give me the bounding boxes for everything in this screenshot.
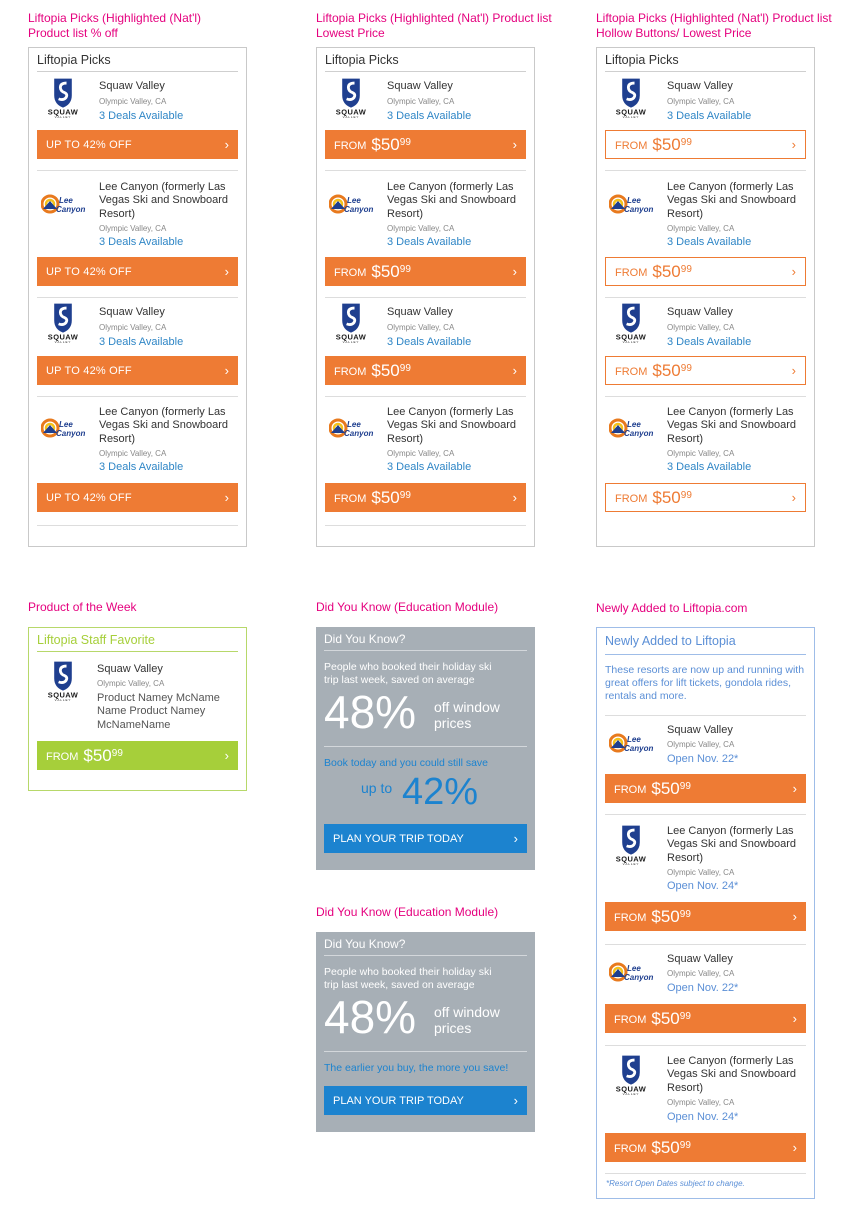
chevron-right-icon: › (792, 909, 797, 924)
price-button[interactable] (605, 1004, 806, 1033)
from-label: FROM (614, 1014, 647, 1026)
open-date: Open Nov. 24* (667, 880, 739, 892)
price-value: $50 (652, 488, 681, 507)
deals-link[interactable]: 3 Deals Available (667, 236, 752, 248)
list-item (325, 172, 526, 300)
from-label: FROM (334, 267, 367, 279)
price-value: $50 (371, 262, 400, 281)
chevron-right-icon: › (224, 363, 229, 378)
resort-name[interactable]: Squaw Valley (99, 306, 165, 318)
resort-location: Olympic Valley, CA (99, 97, 167, 106)
resort-name[interactable]: Squaw Valley (99, 80, 165, 92)
from-label: FROM (334, 493, 367, 505)
divider (324, 746, 527, 747)
discount-button[interactable] (37, 257, 238, 286)
squaw-valley-logo-icon (609, 75, 653, 121)
panel-title: Liftopia Picks (37, 48, 238, 72)
resort-name[interactable]: Lee Canyon (formerly Las Vegas Ski and Snowboard Resort) (387, 181, 517, 220)
chevron-right-icon: › (513, 1093, 518, 1108)
deals-link[interactable]: 3 Deals Available (387, 336, 472, 348)
lee-canyon-logo-icon (329, 416, 379, 440)
price-value: $50 (652, 361, 681, 380)
potw-heading: Product of the Week (28, 600, 137, 614)
discount-button[interactable] (37, 483, 238, 512)
list-item (605, 172, 806, 300)
panel-title: Liftopia Picks (605, 48, 806, 72)
price-button[interactable] (325, 257, 526, 286)
product-of-the-week-panel (28, 627, 247, 791)
lee-canyon-logo-icon (609, 731, 659, 755)
open-date: Open Nov. 24* (667, 1111, 739, 1123)
price-cents: 99 (679, 909, 691, 920)
chevron-right-icon: › (792, 1140, 797, 1155)
price-cents: 99 (399, 264, 411, 275)
price-value: $50 (651, 779, 680, 798)
lee-canyon-logo-icon (41, 416, 91, 440)
chevron-right-icon: › (513, 831, 518, 846)
divider (324, 1051, 527, 1052)
module-title: Did You Know? (324, 932, 527, 956)
lee-canyon-logo-icon (41, 192, 91, 216)
price-button[interactable] (605, 774, 806, 803)
resort-name[interactable]: Squaw Valley (387, 80, 453, 92)
from-label: FROM (615, 366, 648, 378)
button-label: PLAN YOUR TRIP TODAY (333, 832, 464, 845)
big-stat-label: off window prices (434, 1004, 500, 1036)
deals-link[interactable]: 3 Deals Available (99, 236, 184, 248)
squaw-valley-logo-icon (329, 75, 373, 121)
resort-location: Olympic Valley, CA (97, 679, 165, 688)
deals-link[interactable]: 3 Deals Available (99, 461, 184, 473)
price-cents: 99 (680, 264, 692, 275)
open-date: Open Nov. 22* (667, 982, 739, 994)
button-label: UP TO 42% OFF (46, 265, 132, 278)
panel-title: Liftopia Picks (325, 48, 526, 72)
from-label: FROM (615, 493, 648, 505)
lee-canyon-logo-icon (609, 416, 659, 440)
price-cents: 99 (680, 137, 692, 148)
dyk2-heading: Did You Know (Education Module) (316, 905, 499, 919)
liftopia-picks-hollow-panel (596, 47, 815, 547)
liftopia-picks-percent-panel (28, 47, 247, 547)
newly-heading: Newly Added to Liftopia.com (596, 601, 748, 615)
deals-link[interactable]: 3 Deals Available (99, 336, 184, 348)
button-label: PLAN YOUR TRIP TODAY (333, 1094, 464, 1107)
tagline: The earlier you buy, the more you save! (324, 1062, 509, 1074)
price-button[interactable] (605, 257, 806, 286)
deals-link[interactable]: 3 Deals Available (667, 336, 752, 348)
did-you-know-module (316, 627, 535, 870)
chevron-right-icon: › (224, 490, 229, 505)
resort-location: Olympic Valley, CA (387, 449, 455, 458)
chevron-right-icon: › (512, 490, 517, 505)
plan-trip-button[interactable] (324, 1086, 527, 1115)
list-item (37, 172, 238, 300)
from-label: FROM (615, 267, 648, 279)
intro-text: These resorts are now up and running with great offers for lift tickets, gondola rides, rentals and more. (605, 664, 805, 702)
discount-button[interactable] (37, 356, 238, 385)
resort-name[interactable]: Squaw Valley (667, 953, 733, 965)
resort-location: Olympic Valley, CA (99, 449, 167, 458)
open-date: Open Nov. 22* (667, 753, 739, 765)
price-value: $50 (83, 746, 112, 765)
squaw-valley-logo-icon (41, 658, 85, 704)
plan-trip-button[interactable] (324, 824, 527, 853)
price-cents: 99 (399, 490, 411, 501)
panel-title: Liftopia Staff Favorite (37, 628, 238, 652)
price-button[interactable] (605, 902, 806, 931)
chevron-right-icon: › (791, 363, 796, 378)
resort-name[interactable]: Lee Canyon (formerly Las Vegas Ski and Snowboard Resort) (99, 406, 229, 445)
resort-name[interactable]: Squaw Valley (387, 306, 453, 318)
footnote: *Resort Open Dates subject to change. (606, 1179, 745, 1188)
big-stat-label: off window prices (434, 699, 500, 731)
resort-name[interactable]: Lee Canyon (formerly Las Vegas Ski and Snowboard Resort) (667, 181, 797, 220)
price-button[interactable] (37, 741, 238, 770)
price-button[interactable] (325, 130, 526, 159)
price-value: $50 (371, 361, 400, 380)
dyk1-heading: Did You Know (Education Module) (316, 600, 499, 614)
price-cents: 99 (679, 781, 691, 792)
resort-name[interactable]: Squaw Valley (667, 724, 733, 736)
col3-heading: Liftopia Picks (Highlighted (Nat'l) Product list Hollow Buttons/ Lowest Price (596, 11, 832, 40)
list-item (605, 298, 806, 398)
resort-location: Olympic Valley, CA (667, 740, 735, 749)
resort-location: Olympic Valley, CA (99, 224, 167, 233)
price-cents: 99 (679, 1011, 691, 1022)
resort-name[interactable]: Lee Canyon (formerly Las Vegas Ski and Snowboard Resort) (667, 406, 797, 445)
resort-location: Olympic Valley, CA (99, 323, 167, 332)
list-item (605, 945, 806, 1045)
liftopia-picks-price-panel (316, 47, 535, 547)
resort-name[interactable]: Squaw Valley (97, 663, 163, 675)
price-value: $50 (371, 488, 400, 507)
divider (325, 170, 526, 171)
resort-name[interactable]: Squaw Valley (667, 306, 733, 318)
price-button[interactable] (605, 1133, 806, 1162)
list-item (605, 1046, 806, 1176)
deals-link[interactable]: 3 Deals Available (99, 110, 184, 122)
list-item (605, 716, 806, 816)
from-label: FROM (334, 140, 367, 152)
big-stat: 48% (324, 686, 417, 738)
discount-button[interactable] (37, 130, 238, 159)
divider (37, 396, 238, 397)
deals-link[interactable]: 3 Deals Available (387, 461, 472, 473)
squaw-valley-logo-icon (329, 300, 373, 346)
price-button[interactable] (605, 130, 806, 159)
intro-text: People who booked their holiday ski trip last week, saved on average (324, 661, 492, 686)
resort-name[interactable]: Lee Canyon (formerly Las Vegas Ski and Snowboard Resort) (667, 1055, 797, 1094)
resort-name[interactable]: Squaw Valley (667, 80, 733, 92)
resort-location: Olympic Valley, CA (667, 868, 735, 877)
divider (325, 396, 526, 397)
price-button[interactable] (605, 356, 806, 385)
chevron-right-icon: › (512, 137, 517, 152)
price-value: $50 (651, 1138, 680, 1157)
list-item (325, 298, 526, 398)
from-label: FROM (614, 912, 647, 924)
lee-canyon-logo-icon (329, 192, 379, 216)
resort-location: Olympic Valley, CA (667, 449, 735, 458)
squaw-valley-logo-icon (609, 300, 653, 346)
price-button[interactable] (325, 356, 526, 385)
chevron-right-icon: › (512, 264, 517, 279)
chevron-right-icon: › (224, 137, 229, 152)
divider (37, 170, 238, 171)
newly-added-panel (596, 627, 815, 1199)
deals-link[interactable]: 3 Deals Available (387, 110, 472, 122)
col2-heading: Liftopia Picks (Highlighted (Nat'l) Product list Lowest Price (316, 11, 552, 40)
resort-location: Olympic Valley, CA (667, 323, 735, 332)
resort-name[interactable]: Lee Canyon (formerly Las Vegas Ski and Snowboard Resort) (387, 406, 517, 445)
big-stat-2: 42% (402, 771, 479, 813)
intro-text: People who booked their holiday ski trip last week, saved on average (324, 966, 492, 991)
resort-location: Olympic Valley, CA (667, 1098, 735, 1107)
lee-canyon-logo-icon (609, 960, 659, 984)
deals-link[interactable]: 3 Deals Available (667, 461, 752, 473)
chevron-right-icon: › (224, 748, 229, 763)
price-value: $50 (371, 135, 400, 154)
lee-canyon-logo-icon (609, 192, 659, 216)
resort-name[interactable]: Lee Canyon (formerly Las Vegas Ski and Snowboard Resort) (99, 181, 229, 220)
divider (605, 1173, 806, 1174)
from-label: FROM (615, 140, 648, 152)
product-description: Product Namey McName Name Product Namey McNameName (97, 692, 220, 731)
from-label: FROM (46, 751, 79, 763)
panel-title: Newly Added to Liftopia (605, 628, 806, 655)
divider (605, 814, 806, 815)
up-to-label: up to (361, 780, 393, 796)
from-label: FROM (614, 1143, 647, 1155)
divider (37, 525, 238, 526)
resort-location: Olympic Valley, CA (387, 224, 455, 233)
deals-link[interactable]: 3 Deals Available (387, 236, 472, 248)
squaw-valley-logo-icon (41, 300, 85, 346)
button-label: UP TO 42% OFF (46, 364, 132, 377)
divider (605, 396, 806, 397)
list-item (37, 298, 238, 398)
price-value: $50 (651, 1009, 680, 1028)
price-cents: 99 (111, 748, 123, 759)
from-label: FROM (334, 366, 367, 378)
chevron-right-icon: › (791, 490, 796, 505)
save-text: Book today and you could still save (324, 757, 489, 769)
chevron-right-icon: › (224, 264, 229, 279)
resort-location: Olympic Valley, CA (667, 97, 735, 106)
col1-heading: Liftopia Picks (Highlighted (Nat'l) Product list % off (28, 11, 202, 40)
price-value: $50 (652, 262, 681, 281)
button-label: UP TO 42% OFF (46, 491, 132, 504)
list-item (605, 816, 806, 944)
resort-location: Olympic Valley, CA (667, 969, 735, 978)
resort-name[interactable]: Lee Canyon (formerly Las Vegas Ski and Snowboard Resort) (667, 825, 797, 864)
module-title: Did You Know? (324, 627, 527, 651)
squaw-valley-logo-icon (609, 822, 653, 868)
divider (325, 525, 526, 526)
list-item (37, 398, 238, 526)
price-cents: 99 (399, 363, 411, 374)
list-item (605, 398, 806, 526)
price-cents: 99 (399, 137, 411, 148)
chevron-right-icon: › (792, 1011, 797, 1026)
did-you-know-module (316, 932, 535, 1132)
price-button[interactable] (325, 483, 526, 512)
resort-location: Olympic Valley, CA (667, 224, 735, 233)
list-item (325, 398, 526, 526)
deals-link[interactable]: 3 Deals Available (667, 110, 752, 122)
divider (605, 170, 806, 171)
chevron-right-icon: › (791, 264, 796, 279)
price-value: $50 (652, 135, 681, 154)
price-value: $50 (651, 907, 680, 926)
chevron-right-icon: › (512, 363, 517, 378)
price-cents: 99 (680, 363, 692, 374)
from-label: FROM (614, 784, 647, 796)
price-button[interactable] (605, 483, 806, 512)
price-cents: 99 (680, 490, 692, 501)
chevron-right-icon: › (791, 137, 796, 152)
resort-location: Olympic Valley, CA (387, 97, 455, 106)
resort-location: Olympic Valley, CA (387, 323, 455, 332)
button-label: UP TO 42% OFF (46, 138, 132, 151)
squaw-valley-logo-icon (609, 1052, 653, 1098)
price-cents: 99 (679, 1140, 691, 1151)
big-stat: 48% (324, 991, 417, 1043)
chevron-right-icon: › (792, 781, 797, 796)
squaw-valley-logo-icon (41, 75, 85, 121)
